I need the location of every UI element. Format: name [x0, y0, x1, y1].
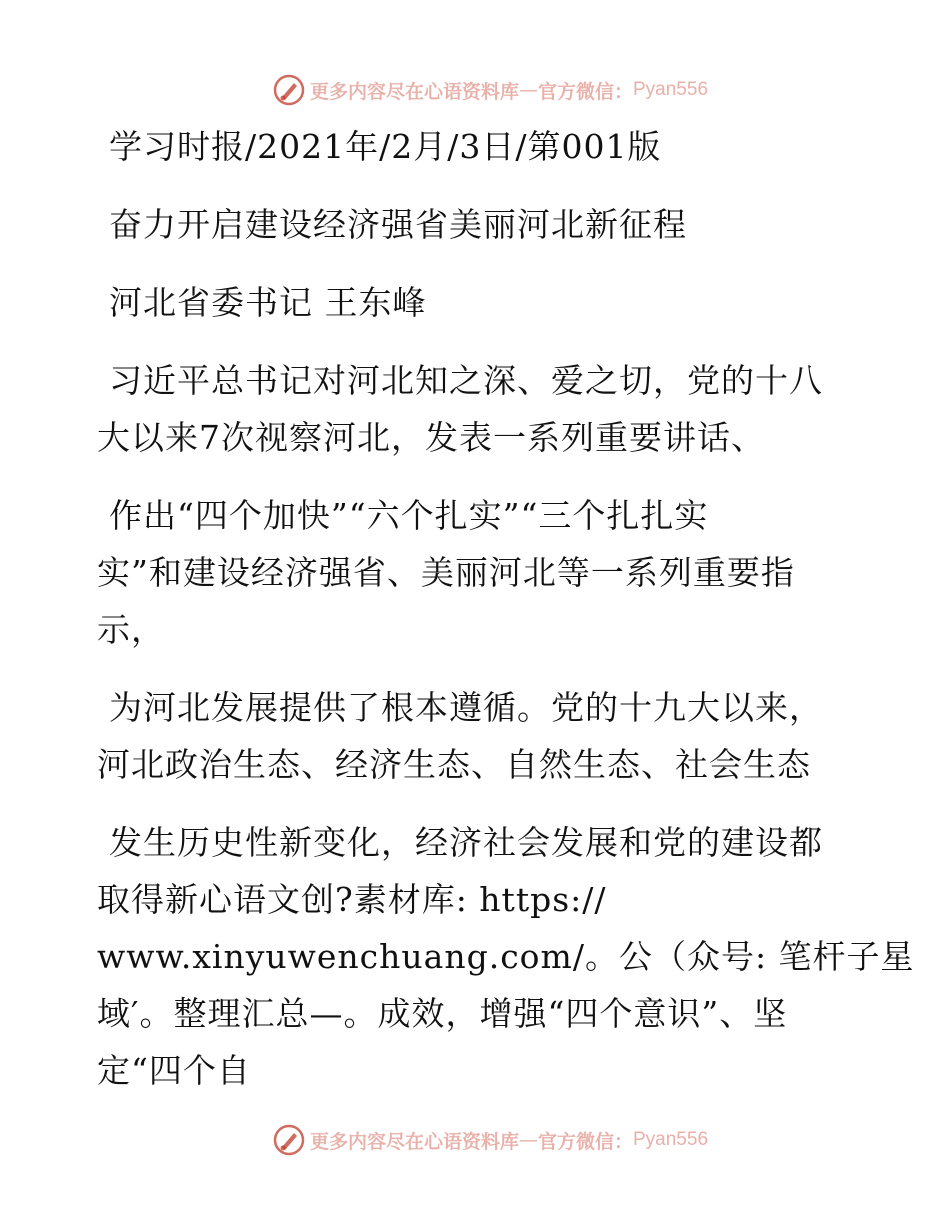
- watermark-account-label: 官方微信：: [537, 80, 633, 103]
- paragraph-line: 习近平总书记对河北知之深、爱之切，党的十八: [109, 361, 823, 400]
- watermark-dash: —: [518, 79, 538, 101]
- paragraph-line: 实”和建设经济强省、美丽河北等一系列重要指: [97, 553, 795, 592]
- watermark-handle: Pyan556: [633, 1129, 709, 1150]
- brush-logo-icon: [272, 73, 306, 107]
- paragraph-line: 发生历史性新变化，经济社会发展和党的建设都: [109, 823, 823, 862]
- article-author: 河北省委书记 王东峰: [109, 283, 427, 322]
- article-title: 奋力开启建设经济强省美丽河北新征程: [109, 205, 687, 244]
- brush-logo-icon: [272, 1123, 306, 1157]
- header-watermark: [0, 70, 950, 110]
- paragraph-line: 作出“四个加快”“六个扎实”“三个扎扎实: [109, 496, 709, 535]
- paragraph-line: 为河北发展提供了根本遵循。党的十九大以来，: [109, 688, 823, 727]
- footer-watermark: [0, 1120, 950, 1160]
- paragraph-line: 取得新心语文创?素材库: https://: [97, 880, 607, 919]
- article-body: [97, 118, 915, 1099]
- paragraph-line: 大以来7次视察河北，发表一系列重要讲话、: [97, 418, 765, 457]
- paragraph-line: 示，: [97, 610, 165, 649]
- paragraph-line: www.xinyuwenchuang.com/。公（众号: 笔杆子星: [97, 937, 915, 976]
- publication-line: 学习时报/2021年/2月/3日/第001版: [109, 127, 662, 166]
- paragraph-line: 定“四个自: [97, 1051, 251, 1090]
- watermark-main-text: 更多内容尽在心语资料库: [309, 80, 519, 103]
- paragraph-line: 河北政治生态、经济生态、自然生态、社会生态: [97, 745, 811, 784]
- watermark-main-text: 更多内容尽在心语资料库: [309, 1130, 519, 1153]
- paragraph-line: 域′。整理汇总—。成效，增强“四个意识”、坚: [97, 994, 788, 1033]
- watermark-handle: Pyan556: [633, 79, 709, 100]
- watermark-dash: —: [518, 1129, 538, 1151]
- watermark-account-label: 官方微信：: [537, 1130, 633, 1153]
